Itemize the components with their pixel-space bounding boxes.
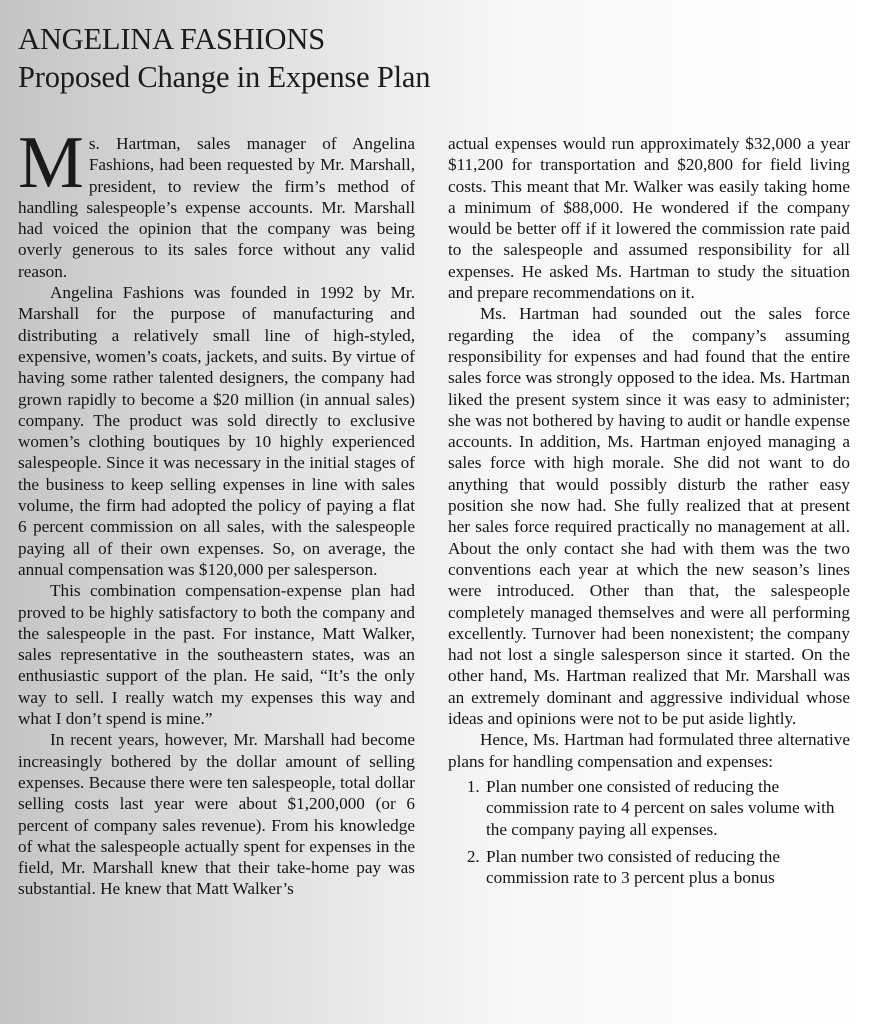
paragraph-3: This combination compensation-expense plan had proved to be highly satisfactory to both the company and the salespeople in the past. For instance, Matt Walker, sales representative in the southeastern states, was an enthusiastic support of the plan. He said, “It’s the only way to sell. I really watch my expenses this way and what I don’t spend is mine.” [18,581,415,729]
title-line-2: Proposed Change in Expense Plan [18,60,431,94]
paragraph-1 [18,122,415,282]
title-line-1: ANGELINA FASHIONS [18,22,325,56]
plan-item-2: 2. Plan number two consisted of reducing the commission rate to 3 percent plus a bonus [484,846,850,889]
paragraph-5: Ms. Hartman had sounded out the sales force regarding the idea of the company’s assuming responsibility for expenses and had found that the entire sales force was strongly opposed to the idea. Ms. Hartman liked the present system since it was easy to administer; she was not bothered by having to audit or handle expense accounts. In addition, Ms. Hartman enjoyed managing a sales force with high morale. She did not want to do anything that would possibly disturb the rather easy position she now had. She fully realized that at present her sales force required practically no management at all. About the only contact she had with them was the two conventions each year at which the new season’s lines were introduced. Other than that, the salespeople completely managed themselves and were all performing excellently. Turnover had been nonexistent; the company had not lost a single salesperson since it started. On the other hand, Ms. Hartman realized that Mr. Marshall was an extremely dominant and aggressive individual whose ideas and opinions were not to be put aside lightly. [448,304,850,729]
paragraph-6: Hence, Ms. Hartman had formulated three alternative plans for handling compensation and expenses: [448,730,850,771]
left-column [18,122,415,900]
drop-cap: M [18,122,84,204]
page-title [18,20,430,96]
right-column [448,133,850,894]
paragraph-1-text: s. Hartman, sales manager of Angelina Fashions, had been requested by Mr. Marshall, president, to review the firm’s method of handling salespeople’s expense accounts. Mr. Marshall had voiced the opinion that the company was being overly generous to its sales force without any valid reason. [18,134,415,281]
paragraph-4-start: In recent years, however, Mr. Marshall had become increasingly bothered by the dollar amount of selling expenses. Because there were ten salespeople, total dollar selling costs last year were about $1,200,000 (or 6 percent of company sales revenue). From his knowledge of what the salespeople actually spent for expenses in the field, Mr. Marshall knew that their take-home pay was substantial. He knew that Matt Walker’s [18,730,415,899]
plan-list [448,776,850,888]
plan-item-1: 1. Plan number one consisted of reducing the commission rate to 4 percent on sales volume with the company paying all expenses. [484,776,850,840]
paragraph-4-continued: actual expenses would run approximately $32,000 a year $11,200 for transportation and $20,800 for field living costs. This meant that Mr. Walker was easily taking home a minimum of $88,000. He wondered if the company would be better off if it lowered the commission rate paid to the salespeople and assumed responsibility for all expenses. He asked Ms. Hartman to study the situation and prepare recommendations on it. [448,134,850,303]
paragraph-2: Angelina Fashions was founded in 1992 by Mr. Marshall for the purpose of manufacturing and distributing a relatively small line of high-styled, expensive, women’s coats, jackets, and suits. By virtue of having some rather talented designers, the company had grown rapidly to become a $20 million (in annual sales) company. The product was sold directly to exclusive women’s clothing boutiques by 10 highly experienced salespeople. Since it was necessary in the initial stages of the business to keep selling expenses in line with sales volume, the firm had adopted the policy of paying a flat 6 percent commission on all sales, with the salespeople paying all of their own expenses. So, on average, the annual compensation was $120,000 per salesperson. [18,283,415,579]
